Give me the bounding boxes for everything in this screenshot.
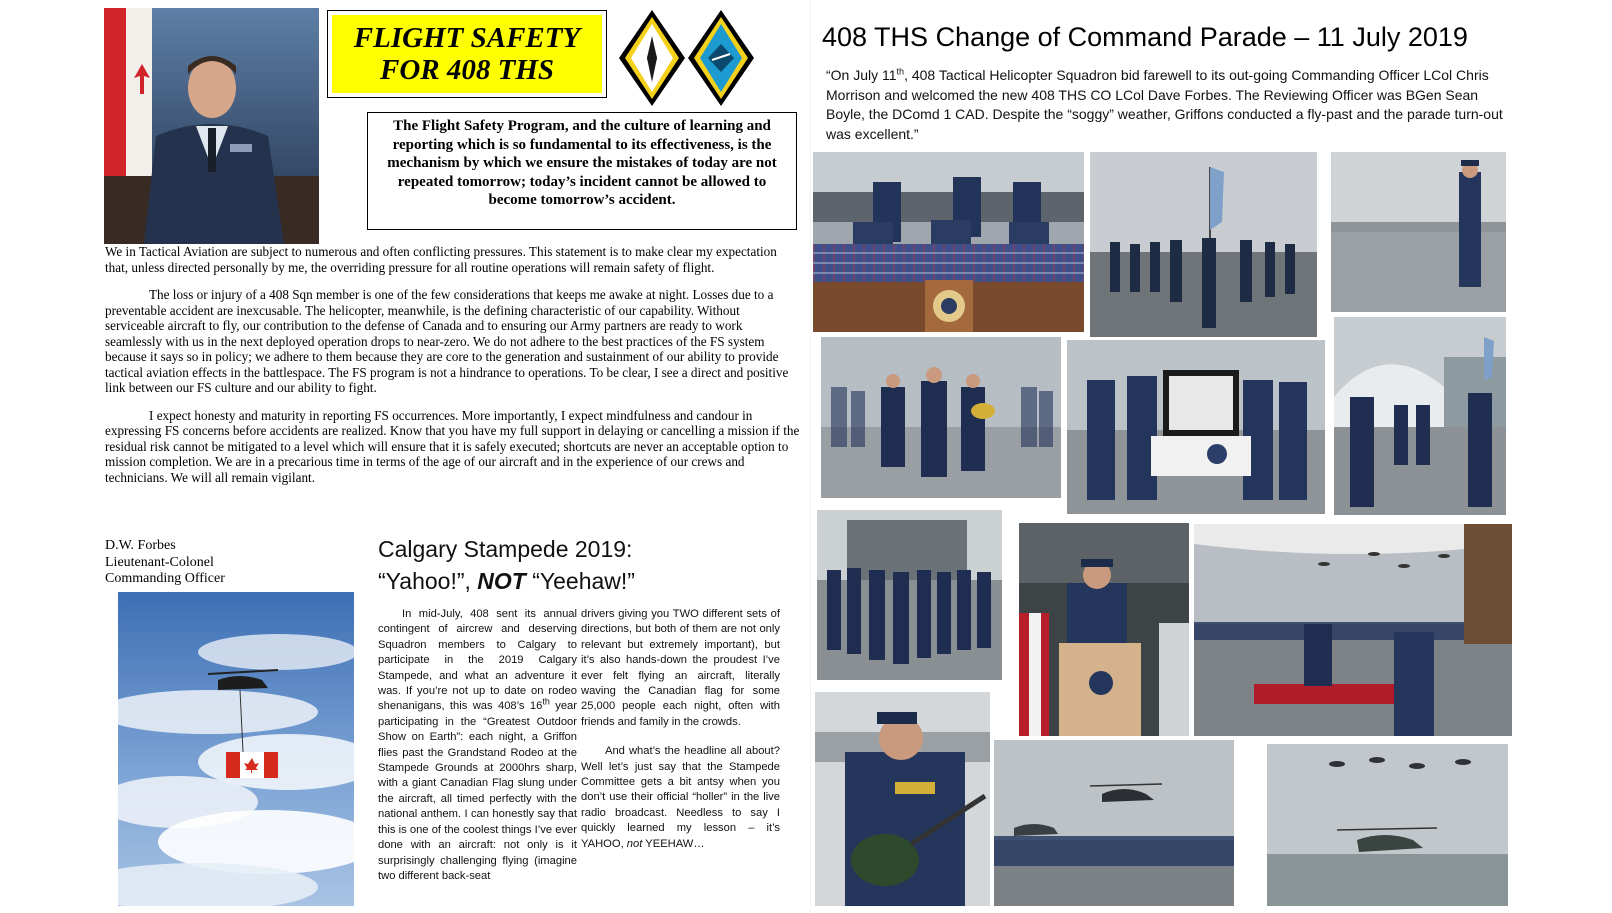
parade-photo-formation-flypast [994, 740, 1234, 906]
parade-photo-march [817, 510, 1002, 680]
stampede-text-not: not [626, 837, 643, 850]
stampede-column-1 [378, 607, 577, 898]
stampede-title-line-1: Calgary Stampede 2019: [378, 536, 633, 562]
squadron-crest-badge [617, 8, 687, 108]
parade-heading: 408 THS Change of Command Parade – 11 July 2019 [822, 22, 1468, 52]
stampede-title-line-2 [378, 565, 635, 597]
flight-safety-banner [327, 10, 607, 98]
signature-role: Commanding Officer [105, 571, 225, 586]
signature-block [105, 538, 225, 588]
parade-photo-helicopters [1267, 744, 1508, 906]
parade-photo-colour-party [1090, 152, 1317, 337]
stampede-paragraph-2: drivers giving you TWO different sets of directions, but both of them are not only relevant but extremely important), but it’s also hands-down the proudest I’ve ever felt flying an aircraft, literally waving the Canadian flag for some 25,000 people each night, often with friends and family in the crowds. [581, 608, 780, 728]
parade-photo-presentation [1067, 340, 1325, 514]
parade-photo-salute [1334, 317, 1506, 515]
letter-paragraph-1: We in Tactical Aviation are subject to numerous and often conflicting pressures. This statement is to make clear my expectation that, unless directed personally by me, the overriding pressure for all routine operations will remain safety of flight. [105, 244, 777, 275]
stampede-column-2 [581, 607, 780, 866]
parade-photo-flypast-salute [1194, 524, 1512, 736]
stampede-text-3b: YEEHAW… [642, 837, 705, 850]
banner-line-2: FOR 408 THS [379, 54, 555, 86]
parade-photo-podium [1019, 523, 1189, 736]
banner-line-1: FLIGHT SAFETY [353, 22, 581, 54]
parade-photo-guitar [815, 692, 990, 906]
helicopter-flag-photo [118, 592, 354, 906]
stampede-text-3a: And what’s the headline all about? Well let’s just say that the Stampede Committee gets a bit antsy when you don’t use their official “holler” in the live radio broadcast. Needless to say I quickly learned my lesson – it’s YAHOO, [581, 745, 780, 850]
letter-paragraph-3: I expect honesty and maturity in reporting FS occurrences. More importantly, I expect mindfulness and candour in expressing FS concerns before accidents are realized. Know that you have my full support in delaying or cancelling a mission if the residual risk cannot be mitigated to a level which will ensure that it is safely executed; shortcuts are never an acceptable option to mission completion. We are in a precarious time in terms of the age of our aircraft and in the experience of our crews and technicians. We will all remain vigilant. [105, 407, 800, 485]
stampede-heading [378, 533, 635, 597]
title-not: NOT [477, 568, 526, 594]
parade-ordinal-suffix: th [896, 66, 905, 77]
parade-photo-officer [1331, 152, 1506, 312]
commanding-officer-portrait [104, 8, 319, 244]
flight-safety-crest-badge [686, 8, 756, 108]
parade-quote [826, 66, 1506, 144]
stampede-text-1a: In mid-July, 408 sent its annual contingent of aircrew and deserving Squadron members to Calgary to participate in the 2019 Calgary Stampede, and what an adventure it was. If you’re not up to date on rodeo shenanigans, this was 408’s 16 [378, 608, 577, 713]
parade-quote-b: , 408 Tactical Helicopter Squadron bid farewell to its out-going Commanding Officer LCol Chris Morrison and welcomed the new 408 THS CO LCol Dave Forbes. The Reviewing Officer was BGen Sean Boyle, the DComd 1 CAD. Despite the “soggy” weather, Griffons conducted a fly-past and the parade turn-out was excellent.” [826, 67, 1503, 142]
co-letter [105, 244, 800, 497]
parade-photo-signing [813, 152, 1084, 332]
title-yahoo: “Yahoo!”, [378, 568, 478, 594]
stampede-paragraph-1 [378, 607, 577, 884]
signature-name: D.W. Forbes [105, 538, 176, 553]
stampede-text-1b: year participating in the “Greatest Outdoor Show on Earth”: each night, a Griffon flies past the Grandstand Rodeo at the Stampede Grounds at 2000hrs sharp, with a giant Canadian Flag slung under the aircraft, all timed perfectly with the national anthem. I can honestly say that this is one of the coolest things I’ve ever done with an aircraft: not only is it surprisingly challenging flying (imagine two different back-seat [378, 700, 577, 882]
stampede-paragraph-3 [581, 744, 780, 852]
letter-paragraph-2: The loss or injury of a 408 Sqn member is one of the few considerations that keeps me awake at night. Losses due to a preventable accident are inexcusable. The helicopter, meanwhile, is the defining characteristic of our capability. Without serviceable aircraft to fly, our contribution to the defense of Canada and to ensuring our Army partners are ready to work seamlessly with us in the next deployed operation drops to near-zero. We do not adhere to the best practices of the FS system because it says so in policy; we adhere to them because they are core to the generation and sustainment of our ability to provide tactical aviation effects in the battlespace. The FS program is not a hindrance to operations. To be clear, I see a direct and positive link between our FS culture and our ability to fight. [105, 287, 789, 395]
signature-rank: Lieutenant-Colonel [105, 554, 214, 570]
title-yeehaw: “Yeehaw!” [525, 568, 635, 594]
ordinal-suffix: th [542, 696, 550, 707]
parade-quote-a: “On July 11 [826, 67, 897, 83]
parade-photo-band [821, 337, 1061, 498]
flight-safety-quote: The Flight Safety Program, and the culture of learning and reporting which is so fundamental to its effectiveness, is the mechanism by which we ensure the mistakes of today are not repeated tomorrow; today’s incident cannot be allowed to become tomorrow’s accident. [367, 112, 797, 230]
page-divider [810, 0, 811, 913]
